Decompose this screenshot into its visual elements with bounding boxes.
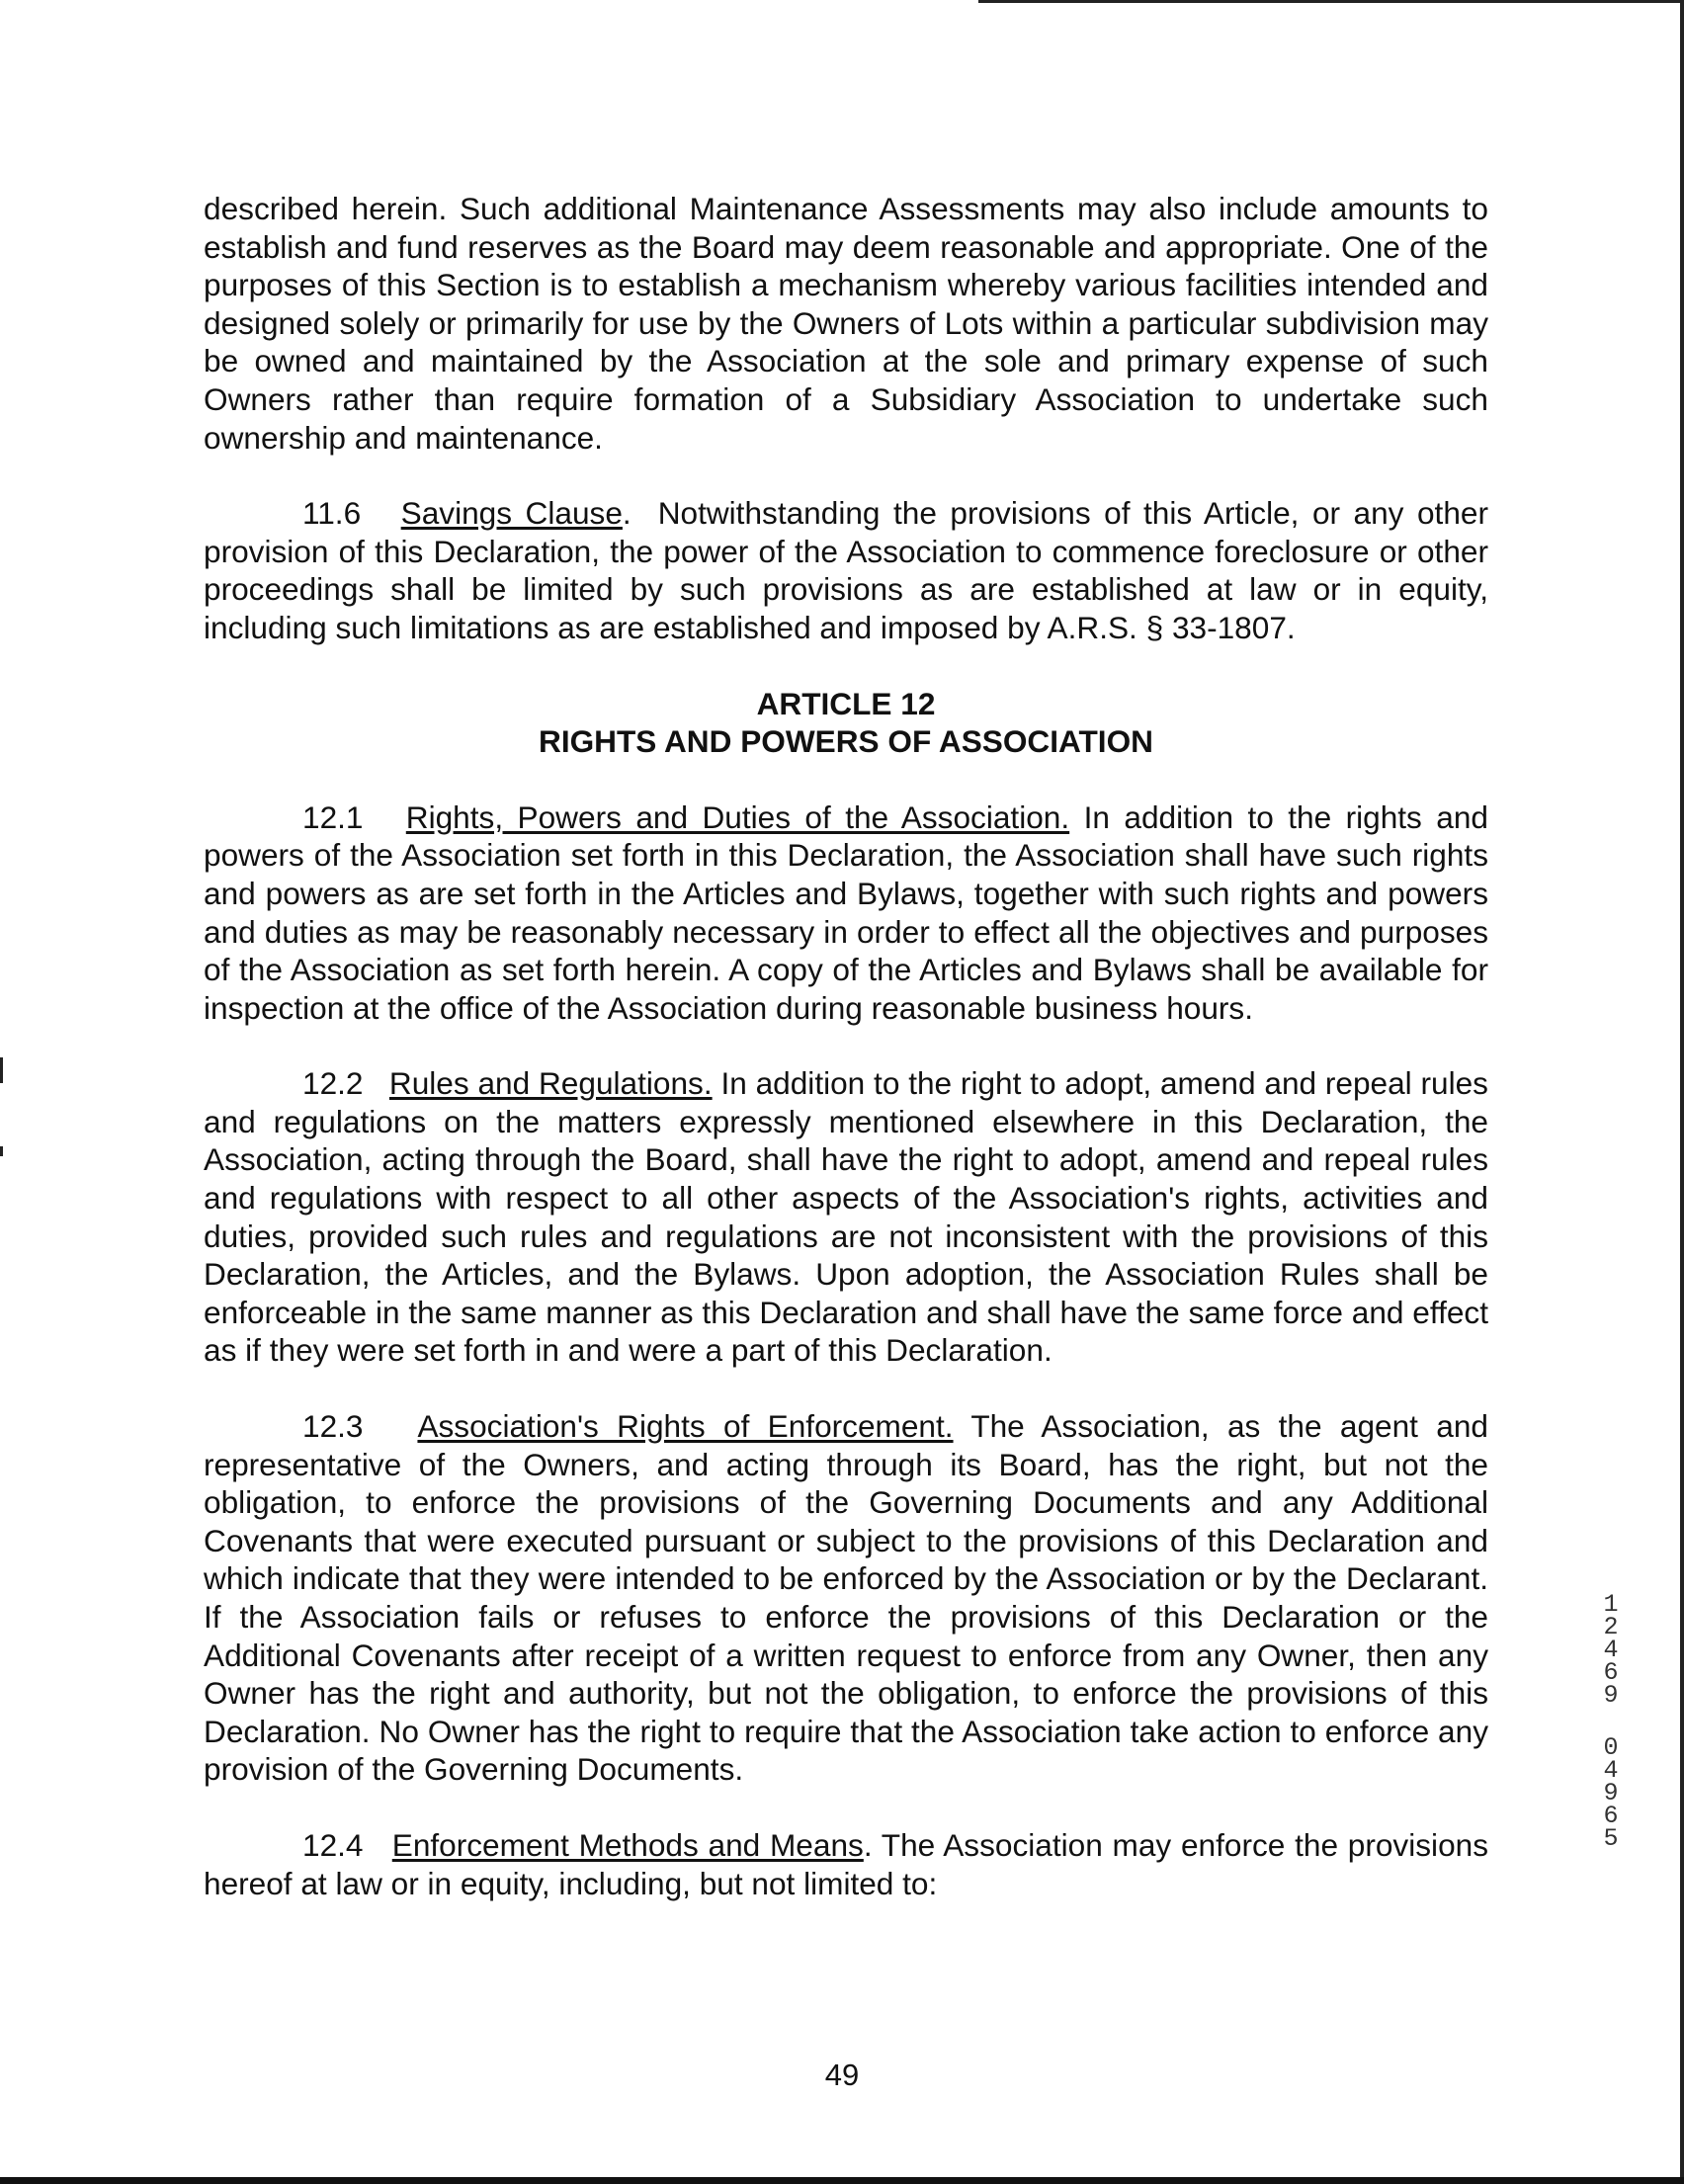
article-number: ARTICLE 12	[756, 685, 936, 721]
section-number: 12.3	[302, 1408, 364, 1445]
recording-digit: 4	[1603, 1636, 1619, 1664]
section-12-1	[204, 798, 1488, 1028]
paragraph-continuation: described herein. Such additional Maintenance Assessments may also include amounts to establish and fund reserves as the Board may deem reasonable and appropriate. One of the purposes of this Section is to establish a mechanism whereby various facilities intended and designed solely or primarily for use by the Owners of Lots within a particular subdivision may be owned and maintained by the Association at the sole and primary expense of such Owners rather than require formation of a Subsidiary Association to undertake such ownership and maintenance.	[204, 191, 1488, 456]
recording-digit: 9	[1603, 1779, 1619, 1807]
recording-gap	[1599, 1707, 1623, 1736]
section-text: In addition to the rights and powers of the Association set forth in this Declaration, the Association shall have such rights and powers as are set forth in the Articles and Bylaws, together with such rights and powers and duties as may be reasonably necessary in order to effect all the objectives and purposes of the Association as set forth herein. A copy of the Articles and Bylaws shall be available for inspection at the office of the Association during reasonable business hours.	[204, 798, 1488, 1026]
recording-digit: 1	[1603, 1590, 1619, 1619]
section-number: 12.4	[302, 1826, 364, 1863]
article-title: RIGHTS AND POWERS OF ASSOCIATION	[539, 723, 1153, 760]
recording-digit: 0	[1603, 1733, 1619, 1762]
recording-digit: 5	[1603, 1824, 1619, 1853]
section-title: Rights, Powers and Duties of the Association.	[405, 798, 1070, 835]
recording-number	[1599, 1590, 1623, 1853]
recording-digit: 9	[1603, 1681, 1619, 1710]
section-text: The Association may enforce the provisions hereof at law or in equity, including, but not limited to:	[204, 1826, 1489, 1901]
section-title-punct: .	[863, 1826, 873, 1863]
section-title-punct: .	[622, 495, 632, 532]
recording-digit: 6	[1603, 1658, 1619, 1687]
section-number: 12.2	[302, 1065, 364, 1102]
article-heading	[204, 685, 1488, 761]
recording-digit: 4	[1603, 1756, 1619, 1785]
recording-digit: 2	[1603, 1613, 1619, 1641]
section-title: Association's Rights of Enforcement.	[417, 1408, 954, 1445]
section-text: In addition to the right to adopt, amend and repeal rules and regulations on the matters expressly mentioned elsewhere in this Declaration, the Association, acting through the Board, shall have the right to adopt, amend and repeal rules and regulations with respect to all other aspects of the Association's rights, activities and duties, provided such rules and regulations are not inconsistent with the provisions of this Declaration, the Articles, and the Bylaws. Upon adoption, the Association Rules shall be enforceable in the same manner as this Declaration and shall have the same force and effect as if they were set forth in and were a part of this Declaration.	[204, 1065, 1488, 1369]
section-text: The Association, as the agent and representative of the Owners, and acting through its Board, has the right, but not the obligation, to enforce the provisions of the Governing Documents and any Additional Covenants that were executed pursuant or subject to the provisions of this Declaration and which indicate that they were intended to be enforced by the Association or by the Declarant. If the Association fails or refuses to enforce the provisions of this Declaration or the Additional Covenants after receipt of a written request to enforce from any Owner, then any Owner has the right and authority, but not the obligation, to enforce the provisions of this Declaration. No Owner has the right to require that the Association take action to enforce any provision of the Governing Documents.	[204, 1408, 1488, 1788]
section-number: 11.6	[302, 495, 362, 532]
section-12-3	[204, 1407, 1488, 1789]
margin-mark	[0, 1057, 3, 1083]
section-12-4	[204, 1826, 1488, 1902]
page-edge-right	[1680, 0, 1684, 2184]
page-edge-bottom	[0, 2177, 1684, 2184]
section-12-2	[204, 1064, 1488, 1370]
section-number: 12.1	[302, 798, 364, 835]
page-edge-top	[978, 0, 1684, 3]
document-body	[204, 190, 1488, 1902]
page-number: 49	[824, 2058, 860, 2092]
section-title: Rules and Regulations.	[388, 1065, 713, 1102]
section-11-6	[204, 494, 1488, 646]
section-text: Notwithstanding the provisions of this Article, or any other provision of this Declaration, the power of the Association to commence foreclosure or other proceedings shall be limited by such provisions as are established at law or in equity, including such limitations as are established and imposed by A.R.S. § 33-1807.	[204, 495, 1488, 645]
section-title: Savings Clause	[400, 495, 623, 532]
margin-mark	[0, 1146, 3, 1156]
section-title: Enforcement Methods and Means	[391, 1826, 864, 1863]
recording-digit: 6	[1603, 1802, 1619, 1830]
